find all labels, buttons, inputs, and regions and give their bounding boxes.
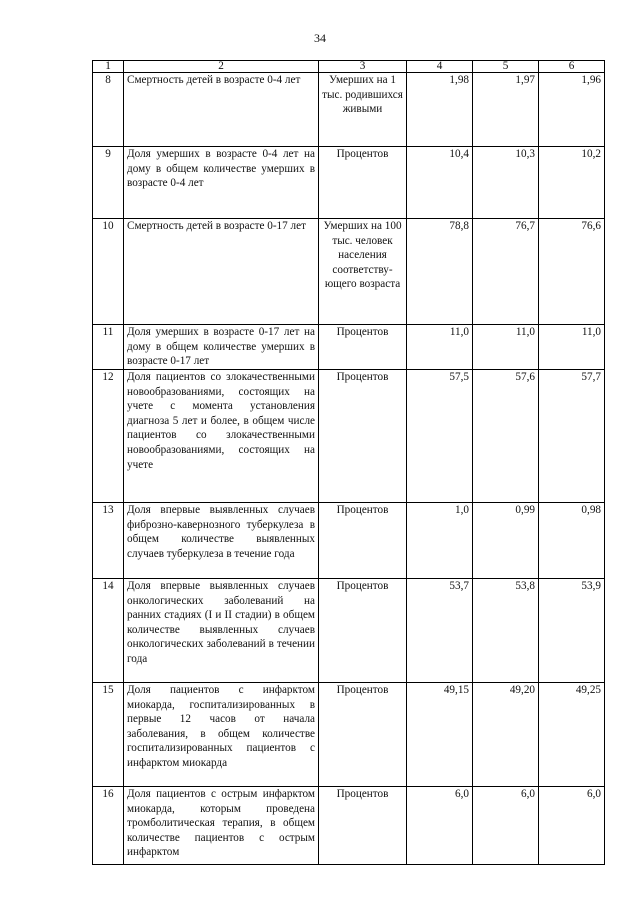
table-row xyxy=(93,503,605,579)
indicator-name: Смертность детей в возрасте 0-4 лет xyxy=(124,73,319,147)
value-col5: 6,0 xyxy=(473,787,539,865)
value-col5: 49,20 xyxy=(473,683,539,787)
column-header: 5 xyxy=(473,61,539,73)
row-number: 9 xyxy=(93,147,124,219)
unit: Процентов xyxy=(319,370,407,503)
column-header: 4 xyxy=(407,61,473,73)
indicator-name: Доля пациентов со злокачественными новообразованиями, состоящих на учете с момента установления диагноза 5 лет и более, в общем числе пациентов со злокачественными новообразованиями, состоящих на учете xyxy=(124,370,319,503)
unit: Процентов xyxy=(319,325,407,370)
table-row xyxy=(93,579,605,683)
unit: Процентов xyxy=(319,503,407,579)
indicator-name: Доля умерших в возрасте 0-4 лет на дому в общем количестве умерших в возрасте 0-4 лет xyxy=(124,147,319,219)
column-header: 1 xyxy=(93,61,124,73)
table-header-row xyxy=(93,61,605,73)
unit: Умерших на 1 тыс. родившихся живыми xyxy=(319,73,407,147)
table-row xyxy=(93,683,605,787)
value-col6: 0,98 xyxy=(539,503,605,579)
value-col6: 11,0 xyxy=(539,325,605,370)
value-col4: 53,7 xyxy=(407,579,473,683)
table-row xyxy=(93,325,605,370)
value-col5: 11,0 xyxy=(473,325,539,370)
unit: Умерших на 100 тыс. человек населения соответству-ющего возраста xyxy=(319,219,407,325)
row-number: 16 xyxy=(93,787,124,865)
table-row xyxy=(93,370,605,503)
indicator-name: Доля впервые выявленных случаев онкологических заболеваний на ранних стадиях (I и II стадии) в общем количестве выявленных случаев онкологических заболеваний в течении года xyxy=(124,579,319,683)
value-col5: 57,6 xyxy=(473,370,539,503)
value-col4: 1,98 xyxy=(407,73,473,147)
value-col5: 76,7 xyxy=(473,219,539,325)
unit: Процентов xyxy=(319,787,407,865)
value-col4: 6,0 xyxy=(407,787,473,865)
row-number: 10 xyxy=(93,219,124,325)
value-col4: 10,4 xyxy=(407,147,473,219)
unit: Процентов xyxy=(319,683,407,787)
value-col5: 53,8 xyxy=(473,579,539,683)
row-number: 15 xyxy=(93,683,124,787)
row-number: 11 xyxy=(93,325,124,370)
indicator-name: Доля умерших в возрасте 0-17 лет на дому в общем количестве умерших в возрасте 0-17 лет xyxy=(124,325,319,370)
row-number: 12 xyxy=(93,370,124,503)
table-row xyxy=(93,147,605,219)
table-row xyxy=(93,219,605,325)
column-header: 3 xyxy=(319,61,407,73)
indicators-table xyxy=(92,60,605,865)
page-number: 34 xyxy=(314,31,326,45)
value-col6: 57,7 xyxy=(539,370,605,503)
row-number: 13 xyxy=(93,503,124,579)
value-col5: 0,99 xyxy=(473,503,539,579)
value-col4: 49,15 xyxy=(407,683,473,787)
value-col6: 76,6 xyxy=(539,219,605,325)
row-number: 8 xyxy=(93,73,124,147)
value-col5: 1,97 xyxy=(473,73,539,147)
indicator-name: Доля впервые выявленных случаев фиброзно-кавернозного туберкулеза в общем количестве выявленных случаев туберкулеза в течение года xyxy=(124,503,319,579)
value-col6: 6,0 xyxy=(539,787,605,865)
value-col4: 1,0 xyxy=(407,503,473,579)
table-row xyxy=(93,73,605,147)
column-header: 6 xyxy=(539,61,605,73)
table-row xyxy=(93,787,605,865)
unit: Процентов xyxy=(319,147,407,219)
value-col4: 78,8 xyxy=(407,219,473,325)
value-col6: 1,96 xyxy=(539,73,605,147)
value-col4: 57,5 xyxy=(407,370,473,503)
unit: Процентов xyxy=(319,579,407,683)
indicator-name: Доля пациентов с инфарктом миокарда, госпитализированных в первые 12 часов от начала заболевания, в общем количестве госпитализированных пациентов с инфарктом миокарда xyxy=(124,683,319,787)
value-col6: 49,25 xyxy=(539,683,605,787)
value-col5: 10,3 xyxy=(473,147,539,219)
indicator-name: Смертность детей в возрасте 0-17 лет xyxy=(124,219,319,325)
value-col6: 53,9 xyxy=(539,579,605,683)
row-number: 14 xyxy=(93,579,124,683)
value-col6: 10,2 xyxy=(539,147,605,219)
value-col4: 11,0 xyxy=(407,325,473,370)
column-header: 2 xyxy=(124,61,319,73)
indicator-name: Доля пациентов с острым инфарктом миокарда, которым проведена тромболитическая терапия, в общем количестве пациентов с острым инфарктом xyxy=(124,787,319,865)
